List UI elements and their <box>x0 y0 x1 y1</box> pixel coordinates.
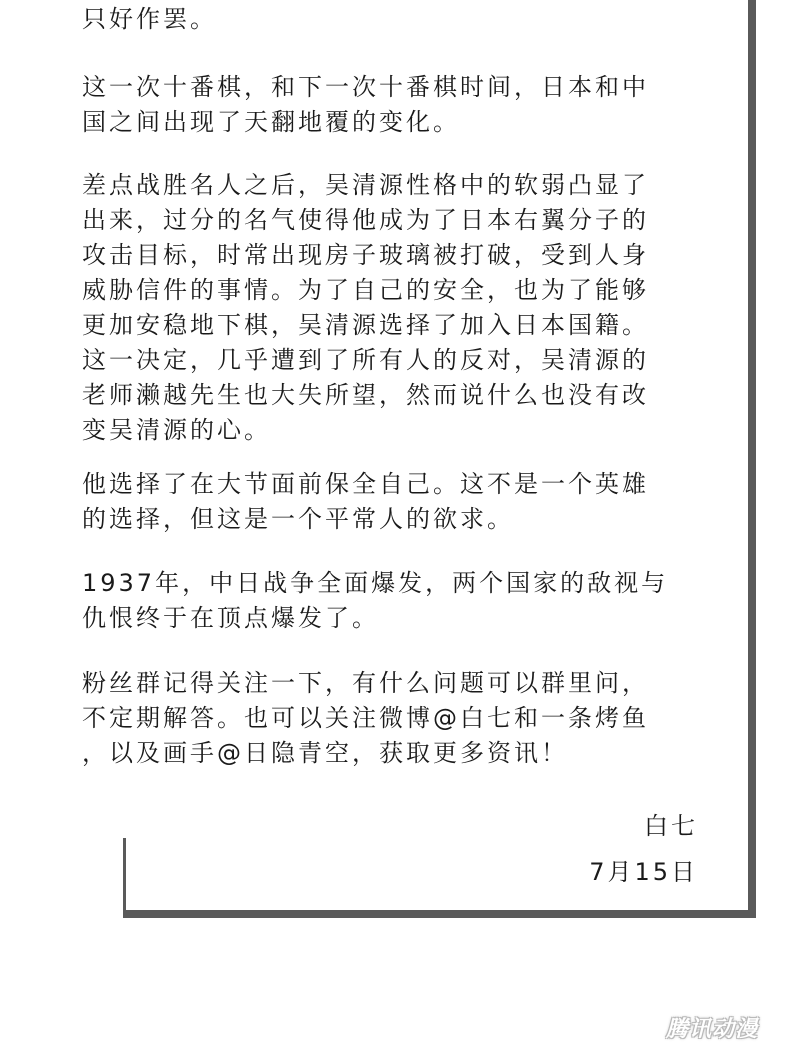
letter-frame-right-border <box>748 0 756 918</box>
paragraph-line: 出来，过分的名气使得他成为了日本右翼分子的 <box>82 206 649 234</box>
paragraph-line: 变吴清源的心。 <box>82 416 271 444</box>
paragraph-line: 这一决定，几乎遭到了所有人的反对，吴清源的 <box>82 346 649 374</box>
paragraph-line: 不定期解答。也可以关注微博@白七和一条烤鱼 <box>82 704 649 732</box>
paragraph-2 <box>82 70 649 140</box>
paragraph-line: 老师濑越先生也大失所望，然而说什么也没有改 <box>82 381 649 409</box>
paragraph-6 <box>82 666 649 771</box>
letter-frame-bottom-border <box>123 910 756 918</box>
paragraph-line: 仇恨终于在顶点爆发了。 <box>82 604 379 632</box>
watermark-logo <box>652 1012 772 1042</box>
signature-name: 白七 <box>644 812 698 840</box>
paragraph-line: ，以及画手@日隐青空，获取更多资讯！ <box>82 739 568 767</box>
letter-frame-left-border <box>123 838 126 918</box>
paragraph-3 <box>82 168 649 448</box>
paragraph-line: 粉丝群记得关注一下，有什么问题可以群里问， <box>82 669 649 697</box>
paragraph-line: 差点战胜名人之后，吴清源性格中的软弱凸显了 <box>82 171 649 199</box>
paragraph-line: 只好作罢。 <box>82 5 217 33</box>
paragraph-line: 威胁信件的事情。为了自己的安全，也为了能够 <box>82 276 649 304</box>
paragraph-line: 更加安稳地下棋，吴清源选择了加入日本国籍。 <box>82 311 649 339</box>
watermark-text: 腾讯动漫 <box>665 1016 758 1042</box>
paragraph-line: 攻击目标，时常出现房子玻璃被打破，受到人身 <box>82 241 649 269</box>
paragraph-5 <box>82 566 668 636</box>
paragraph-1 <box>82 2 217 37</box>
paragraph-line: 国之间出现了天翻地覆的变化。 <box>82 108 460 136</box>
paragraph-line: 的选择，但这是一个平常人的欲求。 <box>82 505 514 533</box>
paragraph-line: 他选择了在大节面前保全自己。这不是一个英雄 <box>82 470 649 498</box>
signature-date: 7月15日 <box>589 858 698 886</box>
paragraph-line: 这一次十番棋，和下一次十番棋时间，日本和中 <box>82 73 649 101</box>
paragraph-line: 1937年，中日战争全面爆发，两个国家的敌视与 <box>82 569 669 597</box>
paragraph-4 <box>82 467 649 537</box>
